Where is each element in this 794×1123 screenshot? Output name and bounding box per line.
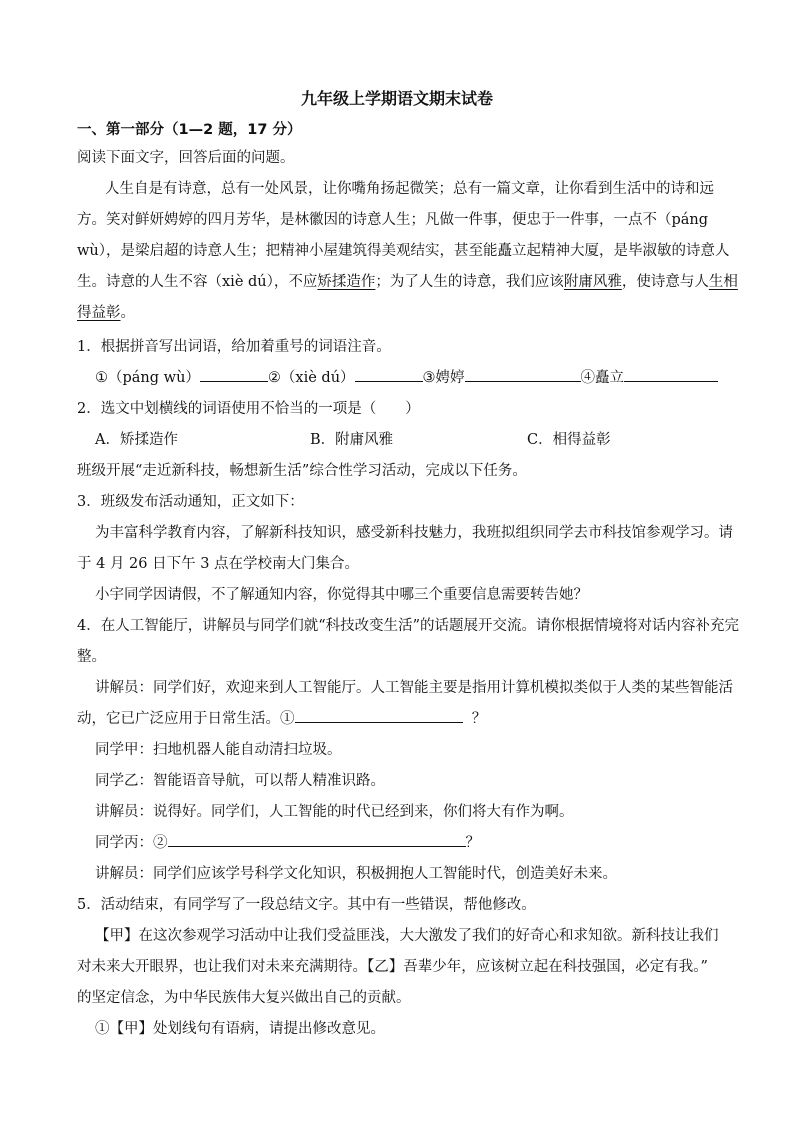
answer-blank[interactable] bbox=[295, 708, 463, 723]
option-a[interactable]: A．矫揉造作 bbox=[95, 432, 178, 448]
section-heading: 一、第一部分（1—2 题，17 分） bbox=[77, 122, 302, 138]
notice-line: 于 4 月 26 日下午 3 点在学校南大门集合。 bbox=[77, 556, 360, 572]
question-2-stem: 2．选文中划横线的词语使用不恰当的一项是（ ） bbox=[77, 401, 420, 417]
dialogue-line: 讲解员：说得好。同学们，人工智能的时代已经到来，你们将大有作为啊。 bbox=[95, 804, 574, 820]
dialogue-line: 讲解员：同学们应该学号科学文化知识，积极拥抱人工智能时代，创造美好未来。 bbox=[95, 866, 617, 882]
answer-blank[interactable] bbox=[168, 832, 466, 847]
dialogue-line: 动，它已广泛应用于日常生活。① ？ bbox=[77, 707, 486, 728]
reading-instruction: 阅读下面文字，回答后面的问题。 bbox=[77, 150, 295, 166]
underlined-phrase: 矫揉造作 bbox=[317, 274, 376, 290]
notice-line: 为丰富科学教育内容，了解新科技知识，感受新科技魅力，我班拟组织同学去市科技馆参观学习。请 bbox=[95, 525, 733, 541]
answer-blank[interactable] bbox=[200, 367, 268, 382]
question-3-stem: 3．班级发布活动通知，正文如下： bbox=[77, 494, 304, 510]
answer-blank[interactable] bbox=[624, 367, 718, 382]
dialogue-line: 同学甲：扫地机器人能自动清扫垃圾。 bbox=[95, 742, 342, 758]
question-4-stem: 4．在人工智能厅，讲解员与同学们就“科技改变生活”的话题展开交流。请你根据情境将对话内容补充完 bbox=[77, 618, 740, 634]
dialogue-line: 讲解员：同学们好，欢迎来到人工智能厅。人工智能主要是指用计算机模拟类似于人类的某些智能活 bbox=[95, 680, 733, 696]
passage-line: 人生自是有诗意，总有一处风景，让你嘴角扬起微笑；总有一篇文章，让你看到生活中的诗和远 bbox=[105, 181, 714, 197]
answer-blank[interactable] bbox=[355, 367, 423, 382]
question-1-stem: 1．根据拼音写出词语，给加着重号的词语注音。 bbox=[77, 339, 391, 355]
summary-line: 【甲】在这次参观学习活动中让我们受益匪浅，大大激发了我们的好奇心和求知欲。新科技让我们 bbox=[95, 928, 719, 944]
underlined-phrase: 得益彰 bbox=[77, 305, 121, 321]
option-c[interactable]: C．相得益彰 bbox=[527, 432, 611, 448]
question-5-stem: 5．活动结束，有同学写了一段总结文字。其中有一些错误，帮他修改。 bbox=[77, 897, 536, 913]
answer-blank[interactable] bbox=[465, 367, 581, 382]
underlined-phrase: 附庸风雅 bbox=[563, 274, 622, 290]
passage-line: wù），是梁启超的诗意人生；把精神小屋建筑得美观结实，甚至能矗立起精神大厦，是毕淑敏的诗意人 bbox=[77, 243, 730, 259]
summary-line: 的坚定信念，为中华民族伟大复兴做出自己的贡献。 bbox=[77, 990, 411, 1006]
question-5-sub1: ①【甲】处划线句有语病，请提出修改意见。 bbox=[95, 1021, 385, 1037]
question-4-stem: 整。 bbox=[77, 649, 106, 665]
option-b[interactable]: B．附庸风雅 bbox=[310, 432, 394, 448]
page-title: 九年级上学期语文期末试卷 bbox=[300, 89, 493, 108]
dialogue-line: 同学丙：② ？ bbox=[95, 831, 480, 852]
question-3-prompt: 小宇同学因请假，不了解通知内容，你觉得其中哪三个重要信息需要转告她？ bbox=[95, 587, 588, 603]
passage-line: 方。笑对鲜妍娉婷的四月芳华，是林徽因的诗意人生；凡做一件事，便忠于一件事，一点不（páng bbox=[77, 212, 709, 228]
underlined-phrase: 生相 bbox=[708, 274, 738, 290]
activity-intro: 班级开展“走近新科技，畅想新生活”综合性学习活动，完成以下任务。 bbox=[77, 463, 527, 479]
passage-line: 得益彰。 bbox=[77, 305, 135, 321]
dialogue-line: 同学乙：智能语音导航，可以帮人精准识路。 bbox=[95, 773, 385, 789]
summary-line: 对未来大开眼界，也让我们对未来充满期待。【乙】吾辈少年，应该树立起在科技强国，必定有我。” bbox=[77, 959, 708, 975]
passage-line: 生。诗意的人生不容（xiè dú），不应矫揉造作；为了人生的诗意，我们应该附庸风雅，使诗意与人生相 bbox=[77, 274, 738, 290]
question-1-items: ①（páng wù） ②（xiè dú） ③娉婷 ④矗立 bbox=[95, 366, 718, 387]
